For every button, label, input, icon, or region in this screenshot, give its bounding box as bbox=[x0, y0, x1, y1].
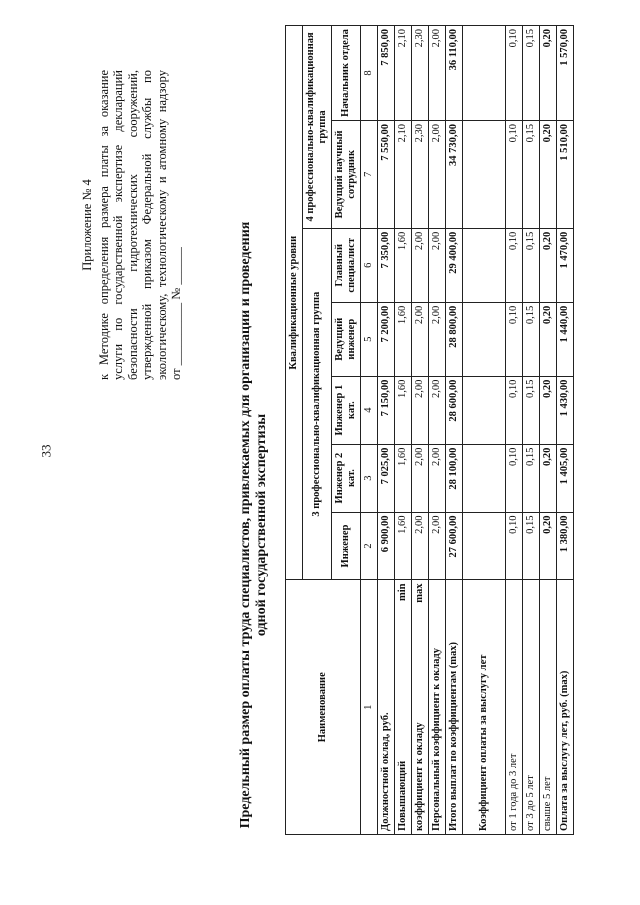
cell-raise-min: 2,10 bbox=[395, 120, 412, 228]
cell-raise-min: 1,60 bbox=[395, 444, 412, 512]
cell-raise-max: 2,00 bbox=[412, 512, 429, 580]
cell-seniority-5: 0,20 bbox=[540, 302, 557, 376]
cell-raise-min: 1,60 bbox=[395, 512, 412, 580]
document-title bbox=[238, 145, 270, 905]
cell-empty bbox=[463, 512, 506, 580]
column-number: 2 bbox=[361, 512, 378, 580]
cell-salary: 7 550,00 bbox=[378, 120, 395, 228]
row-label-salary: Должностной оклад, руб. bbox=[378, 580, 395, 835]
cell-seniority-5: 0,20 bbox=[540, 26, 557, 121]
max-label: max bbox=[414, 583, 425, 603]
cell-total: 28 800,00 bbox=[446, 302, 463, 376]
header-position: Ведущий научный сотрудник bbox=[332, 120, 361, 228]
cell-seniority-pay: 1 570,00 bbox=[557, 26, 574, 121]
column-number: 6 bbox=[361, 228, 378, 302]
row-label-seniority-pay: Оплата за выслугу лет, руб. (max) bbox=[557, 580, 574, 835]
table-row bbox=[557, 26, 574, 835]
header-position: Инженер 1 кат. bbox=[332, 376, 361, 444]
column-number: 5 bbox=[361, 302, 378, 376]
cell-salary: 7 025,00 bbox=[378, 444, 395, 512]
cell-seniority-pay: 1 380,00 bbox=[557, 512, 574, 580]
cell-total: 34 730,00 bbox=[446, 120, 463, 228]
header-levels: Квалификационные уровни bbox=[286, 26, 303, 580]
row-label-raise-min bbox=[395, 580, 412, 835]
cell-personal: 2,00 bbox=[429, 376, 446, 444]
cell-salary: 7 850,00 bbox=[378, 26, 395, 121]
cell-empty bbox=[463, 444, 506, 512]
column-number: 3 bbox=[361, 444, 378, 512]
cell-salary: 7 150,00 bbox=[378, 376, 395, 444]
cell-seniority-pay: 1 510,00 bbox=[557, 120, 574, 228]
cell-salary: 7 350,00 bbox=[378, 228, 395, 302]
table-row bbox=[540, 26, 557, 835]
table-row bbox=[463, 26, 506, 835]
table-row bbox=[446, 26, 463, 835]
cell-personal: 2,00 bbox=[429, 26, 446, 121]
rates-table bbox=[285, 25, 574, 835]
header-position: Начальник отдела bbox=[332, 26, 361, 121]
document-title-line-2: одной государственной экспертизы bbox=[254, 413, 269, 637]
cell-raise-max: 2,00 bbox=[412, 302, 429, 376]
cell-salary: 7 200,00 bbox=[378, 302, 395, 376]
column-number: 1 bbox=[361, 580, 378, 835]
cell-raise-max: 2,00 bbox=[412, 228, 429, 302]
cell-seniority-3-5: 0,15 bbox=[523, 26, 540, 121]
cell-personal: 2,00 bbox=[429, 512, 446, 580]
cell-personal: 2,00 bbox=[429, 444, 446, 512]
cell-seniority-1-3: 0,10 bbox=[506, 228, 523, 302]
cell-salary: 6 900,00 bbox=[378, 512, 395, 580]
cell-seniority-1-3: 0,10 bbox=[506, 120, 523, 228]
row-label-seniority-1-3: от 1 года до 3 лет bbox=[506, 580, 523, 835]
cell-empty bbox=[463, 302, 506, 376]
cell-raise-max: 2,00 bbox=[412, 444, 429, 512]
cell-personal: 2,00 bbox=[429, 228, 446, 302]
row-label-seniority-5: свыше 5 лет bbox=[540, 580, 557, 835]
cell-seniority-5: 0,20 bbox=[540, 228, 557, 302]
cell-raise-max: 2,00 bbox=[412, 376, 429, 444]
cell-empty bbox=[463, 228, 506, 302]
row-label-seniority-3-5: от 3 до 5 лет bbox=[523, 580, 540, 835]
cell-seniority-pay: 1 405,00 bbox=[557, 444, 574, 512]
cell-seniority-3-5: 0,15 bbox=[523, 376, 540, 444]
cell-raise-min: 1,60 bbox=[395, 228, 412, 302]
cell-seniority-3-5: 0,15 bbox=[523, 120, 540, 228]
cell-raise-min: 2,10 bbox=[395, 26, 412, 121]
header-position: Главный специалист bbox=[332, 228, 361, 302]
table-row bbox=[395, 26, 412, 835]
page-number: 33 bbox=[38, 444, 54, 458]
cell-seniority-3-5: 0,15 bbox=[523, 444, 540, 512]
cell-total: 29 400,00 bbox=[446, 228, 463, 302]
min-label: min bbox=[397, 583, 408, 601]
table-row bbox=[378, 26, 395, 835]
cell-seniority-3-5: 0,15 bbox=[523, 302, 540, 376]
cell-seniority-1-3: 0,10 bbox=[506, 376, 523, 444]
row-label-raise-max bbox=[412, 580, 429, 835]
row-label-seniority: Коэффициент оплаты за выслугу лет bbox=[463, 580, 506, 835]
cell-seniority-pay: 1 440,00 bbox=[557, 302, 574, 376]
cell-personal: 2,00 bbox=[429, 302, 446, 376]
table-row bbox=[412, 26, 429, 835]
header-name: Наименование bbox=[286, 580, 361, 835]
cell-seniority-5: 0,20 bbox=[540, 376, 557, 444]
header-group-3: 3 профессионально-квалификационная группа bbox=[303, 228, 332, 580]
appendix-block bbox=[80, 70, 184, 380]
document-title-line-1: Предельный размер оплаты труда специалистов, привлекаемых для организации и проведения bbox=[238, 221, 253, 829]
appendix-body: к Методике определения размера платы за оказание услуги по государственной экспертизе деклараций безопасности гидротехнических сооружений, утвержденной приказом Федеральной службы по экологическому, технологическому и атомному надзору от __________ № ______ bbox=[96, 70, 183, 380]
table-row bbox=[506, 26, 523, 835]
cell-personal: 2,00 bbox=[429, 120, 446, 228]
column-number: 4 bbox=[361, 376, 378, 444]
cell-seniority-1-3: 0,10 bbox=[506, 26, 523, 121]
cell-total: 28 100,00 bbox=[446, 444, 463, 512]
cell-raise-min: 1,60 bbox=[395, 376, 412, 444]
column-number: 7 bbox=[361, 120, 378, 228]
cell-raise-min: 1,60 bbox=[395, 302, 412, 376]
cell-empty bbox=[463, 376, 506, 444]
cell-seniority-1-3: 0,10 bbox=[506, 444, 523, 512]
cell-empty bbox=[463, 120, 506, 228]
raise-label: Повышающий bbox=[397, 760, 408, 831]
row-label-personal: Персональный коэффициент к окладу bbox=[429, 580, 446, 835]
cell-raise-max: 2,30 bbox=[412, 26, 429, 121]
header-position: Инженер bbox=[332, 512, 361, 580]
table-row bbox=[523, 26, 540, 835]
cell-seniority-5: 0,20 bbox=[540, 120, 557, 228]
cell-total: 36 110,00 bbox=[446, 26, 463, 121]
cell-seniority-1-3: 0,10 bbox=[506, 512, 523, 580]
header-position: Ведущий инженер bbox=[332, 302, 361, 376]
table-row bbox=[429, 26, 446, 835]
cell-total: 28 600,00 bbox=[446, 376, 463, 444]
cell-raise-max: 2,30 bbox=[412, 120, 429, 228]
raise-label-2: коэффициент к окладу bbox=[414, 722, 425, 831]
row-label-total: Итого выплат по коэффициентам (max) bbox=[446, 580, 463, 835]
column-number: 8 bbox=[361, 26, 378, 121]
header-group-4: 4 профессионально-квалификационная группа bbox=[303, 26, 332, 229]
cell-seniority-3-5: 0,15 bbox=[523, 512, 540, 580]
cell-empty bbox=[463, 26, 506, 121]
appendix-heading: Приложение № 4 bbox=[80, 179, 94, 271]
cell-seniority-5: 0,20 bbox=[540, 512, 557, 580]
cell-seniority-1-3: 0,10 bbox=[506, 302, 523, 376]
header-position: Инженер 2 кат. bbox=[332, 444, 361, 512]
cell-seniority-pay: 1 430,00 bbox=[557, 376, 574, 444]
cell-seniority-pay: 1 470,00 bbox=[557, 228, 574, 302]
cell-seniority-5: 0,20 bbox=[540, 444, 557, 512]
cell-seniority-3-5: 0,15 bbox=[523, 228, 540, 302]
cell-total: 27 600,00 bbox=[446, 512, 463, 580]
